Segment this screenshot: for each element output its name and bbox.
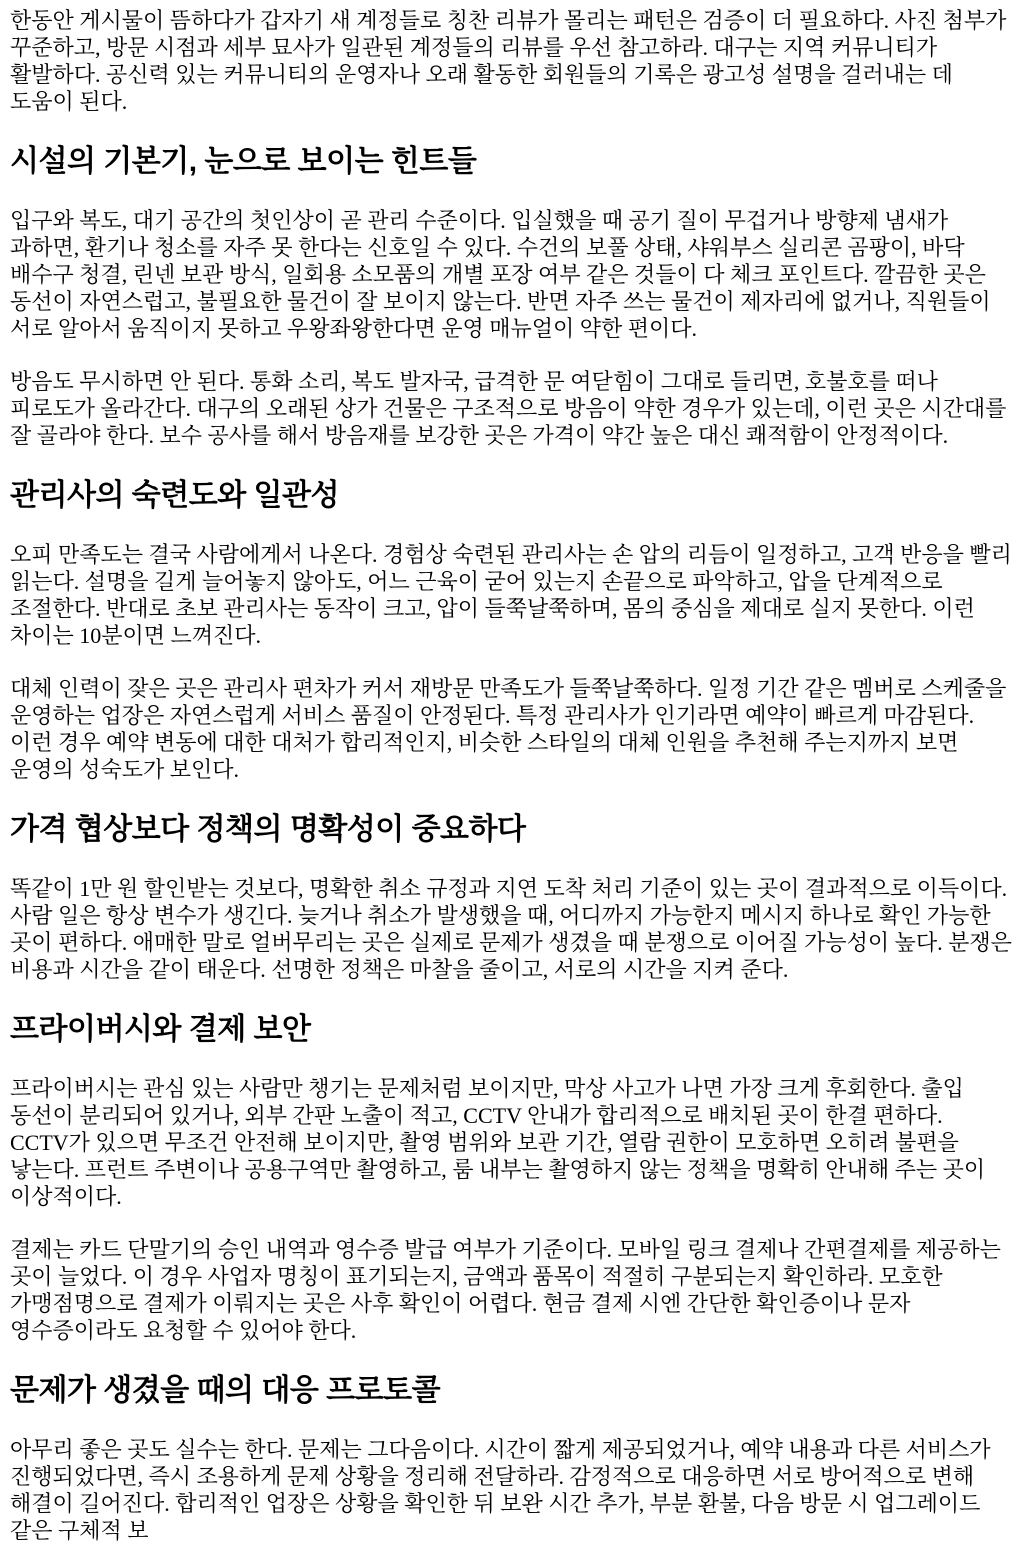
section-heading-facility-basics: 시설의 기본기, 눈으로 보이는 힌트들 bbox=[10, 145, 477, 178]
paragraph-payment-receipt: 결제는 카드 단말기의 승인 내역과 영수증 발급 여부가 기준이다. 모바일 링크 결제나 간편결제를 제공하는 곳이 늘었다. 이 경우 사업자 명칭이 표기되는지, 금액과 품목이 적절히 구분되는지 확인하라. 모호한 가맹점명으로 결제가 이뤄지는 곳은 사후 확인이 어렵다. 현금 결제 시엔 간단한 확인증이나 문자 영수증이라도 요청할 수 있어야 한다. bbox=[10, 1237, 1001, 1343]
paragraph-skilled-vs-novice: 오피 만족도는 결국 사람에게서 나온다. 경험상 숙련된 관리사는 손 압의 리듬이 일정하고, 고객 반응을 빨리 읽는다. 설명을 길게 늘어놓지 않아도, 어느 근육이 굳어 있는지 손끝으로 파악하고, 압을 단계적으로 조절한다. 반대로 초보 관리사는 동작이 크고, 압이 들쭉날쭉하며, 몸의 중심을 제대로 실지 못한다. 이런 차이는 10분이면 느껴진다. bbox=[10, 542, 1012, 648]
section-incident-protocol bbox=[10, 1374, 1014, 1544]
paragraph-first-impression: 입구와 복도, 대기 공간의 첫인상이 곧 관리 수준이다. 입실했을 때 공기 질이 무겁거나 방향제 냄새가 과하면, 환기나 청소를 자주 못 한다는 신호일 수 있다. 수건의 보풀 상태, 샤워부스 실리콘 곰팡이, 바닥 배수구 청결, 린넨 보관 방식, 일회용 소모품의 개별 포장 여부 같은 것들이 다 체크 포인트다. 깔끔한 곳은 동선이 자연스럽고, 불필요한 물건이 잘 보이지 않는다. 반면 자주 쓰는 물건이 제자리에 없거나, 직원들이 서로 알아서 움직이지 못하고 우왕좌왕한다면 운영 매뉴얼이 약한 편이다. bbox=[10, 208, 991, 341]
section-policy-clarity bbox=[10, 813, 1014, 983]
section-heading-privacy-payment: 프라이버시와 결제 보안 bbox=[10, 1013, 311, 1046]
section-privacy-payment bbox=[10, 1013, 1014, 1344]
paragraph-review-verification: 한동안 게시물이 뜸하다가 갑자기 새 계정들로 칭찬 리뷰가 몰리는 패턴은 검증이 더 필요하다. 사진 첨부가 꾸준하고, 방문 시점과 세부 묘사가 일관된 계정들의 리뷰를 우선 참고하라. 대구는 지역 커뮤니티가 활발하다. 공신력 있는 커뮤니티의 운영자나 오래 활동한 회원들의 기록은 광고성 설명을 걸러내는 데 도움이 된다. bbox=[10, 8, 1007, 114]
section-facility-basics bbox=[10, 145, 1014, 449]
section-heading-incident-protocol: 문제가 생겼을 때의 대응 프로토콜 bbox=[10, 1374, 441, 1407]
paragraph-soundproofing: 방음도 무시하면 안 된다. 통화 소리, 복도 발자국, 급격한 문 여닫힘이 그대로 들리면, 호불호를 떠나 피로도가 올라간다. 대구의 오래된 상가 건물은 구조적으로 방음이 약한 경우가 있는데, 이런 곳은 시간대를 잘 골라야 한다. 보수 공사를 해서 방음재를 보강한 곳은 가격이 약간 높은 대신 쾌적함이 안정적이다. bbox=[10, 369, 1007, 448]
section-therapist-skill bbox=[10, 479, 1014, 783]
paragraph-cancellation-policy: 똑같이 1만 원 할인받는 것보다, 명확한 취소 규정과 지연 도착 처리 기준이 있는 곳이 결과적으로 이득이다. 사람 일은 항상 변수가 생긴다. 늦거나 취소가 발생했을 때, 어디까지 가능한지 메시지 하나로 확인 가능한 곳이 편하다. 애매한 말로 얼버무리는 곳은 실제로 문제가 생겼을 때 분쟁으로 이어질 가능성이 높다. 분쟁은 비용과 시간을 같이 태운다. 선명한 정책은 마찰을 줄이고, 서로의 시간을 지켜 준다. bbox=[10, 876, 1012, 982]
paragraph-incident-response: 아무리 좋은 곳도 실수는 한다. 문제는 그다음이다. 시간이 짧게 제공되었거나, 예약 내용과 다른 서비스가 진행되었다면, 즉시 조용하게 문제 상황을 정리해 전달하라. 감정적으로 대응하면 서로 방어적으로 변해 해결이 길어진다. 합리적인 업장은 상황을 확인한 뒤 보완 시간 추가, 부분 환불, 다음 방문 시 업그레이드 같은 구체적 보 bbox=[10, 1437, 991, 1543]
section-heading-policy-clarity: 가격 협상보다 정책의 명확성이 중요하다 bbox=[10, 813, 526, 846]
paragraph-staff-consistency: 대체 인력이 잦은 곳은 관리사 편차가 커서 재방문 만족도가 들쭉날쭉하다. 일정 기간 같은 멤버로 스케줄을 운영하는 업장은 자연스럽게 서비스 품질이 안정된다. 특정 관리사가 인기라면 예약이 빠르게 마감된다. 이런 경우 예약 변동에 대한 대처가 합리적인지, 비슷한 스타일의 대체 인원을 추천해 주는지까지 보면 운영의 성숙도가 보인다. bbox=[10, 676, 1007, 782]
paragraph-privacy-cctv: 프라이버시는 관심 있는 사람만 챙기는 문제처럼 보이지만, 막상 사고가 나면 가장 크게 후회한다. 출입 동선이 분리되어 있거나, 외부 간판 노출이 적고, CCTV 안내가 합리적으로 배치된 곳이 한결 편하다. CCTV가 있으면 무조건 안전해 보이지만, 촬영 범위와 보관 기간, 열람 권한이 모호하면 오히려 불편을 낳는다. 프런트 주변이나 공용구역만 촬영하고, 룸 내부는 촬영하지 않는 정책을 명확히 안내해 주는 곳이 이상적이다. bbox=[10, 1076, 986, 1209]
section-heading-therapist-skill: 관리사의 숙련도와 일관성 bbox=[10, 479, 339, 512]
